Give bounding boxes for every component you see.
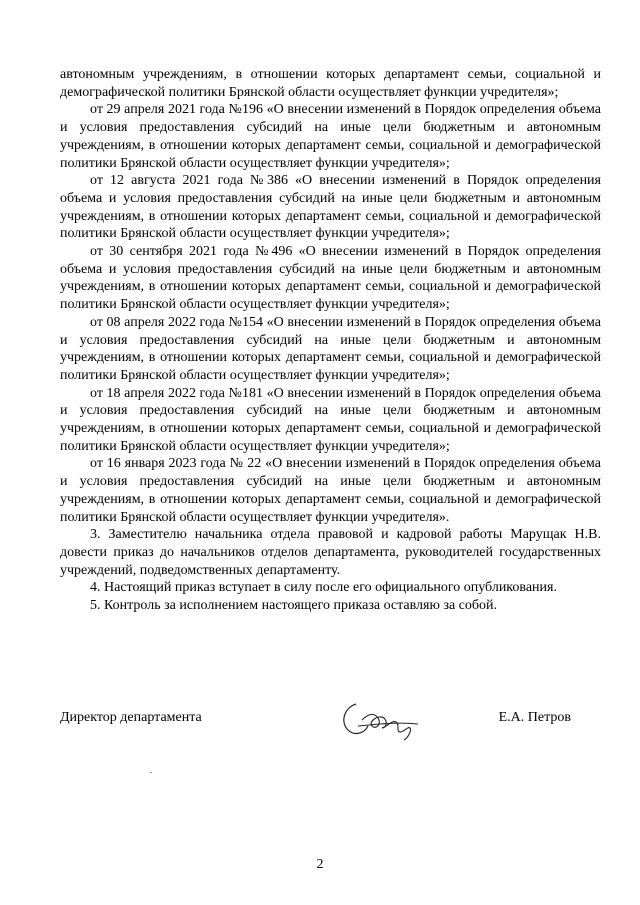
page-number: 2 [316,857,324,872]
amendment-paragraph-6: от 16 января 2023 года № 22 «О внесении изменений в Порядок определения объема и условия предоставления субсидий на иные цели бюджетным и автономным учреждениям, в отношении которых департамент семьи, социальной и демографической политики Брянской области осуществляет функции учредителя». [60,456,601,525]
signatory-name: Е.А. Петров [498,710,571,725]
clause-4: 4. Настоящий приказ вступает в силу после его официального опубликования. [90,580,557,596]
clause-3: 3. Заместителю начальника отдела правовой и кадровой работы Марущак Н.В. довести приказ до начальников отделов департамента, руководителей государственных учреждений, подведомственных департаменту. [60,527,601,578]
amendment-paragraph-2: от 12 августа 2021 года №386 «О внесении изменений в Порядок определения объема и условия предоставления субсидий на иные цели бюджетным и автономным учреждениям, в отношении которых департамент семьи, социальной и демографической политики Брянской области осуществляет функции учредителя»; [60,173,601,242]
amendment-paragraph-4: от 08 апреля 2022 года №154 «О внесении изменений в Порядок определения объема и условия предоставления субсидий на иные цели бюджетным и автономным учреждениям, в отношении которых департамент семьи, социальной и демографической политики Брянской области осуществляет функции учредителя»; [60,314,601,383]
document-body [60,66,601,615]
signature-block [60,700,601,740]
paragraph-continuation: автономным учреждениям, в отношении которых департамент семьи, социальной и демографической политики Брянской области осуществляет функции учредителя»; [60,67,601,100]
handwritten-signature [338,696,424,742]
scan-artifact [150,772,152,773]
signatory-title: Директор департамента [60,710,202,725]
clause-5: 5. Контроль за исполнением настоящего приказа оставляю за собой. [90,598,498,614]
amendment-paragraph-1: от 29 апреля 2021 года №196 «О внесении изменений в Порядок определения объема и условия предоставления субсидий на иные цели бюджетным и автономным учреждениям, в отношении которых департамент семьи, социальной и демографической политики Брянской области осуществляет функции учредителя»; [60,102,601,171]
amendment-paragraph-5: от 18 апреля 2022 года №181 «О внесении изменений в Порядок определения объема и условия предоставления субсидий на иные цели бюджетным и автономным учреждениям, в отношении которых департамент семьи, социальной и демографической политики Брянской области осуществляет функции учредителя»; [60,385,601,454]
amendment-paragraph-3: от 30 сентября 2021 года №496 «О внесении изменений в Порядок определения объема и условия предоставления субсидий на иные цели бюджетным и автономным учреждениям, в отношении которых департамент семьи, социальной и демографической политики Брянской области осуществляет функции учредителя»; [60,244,601,313]
